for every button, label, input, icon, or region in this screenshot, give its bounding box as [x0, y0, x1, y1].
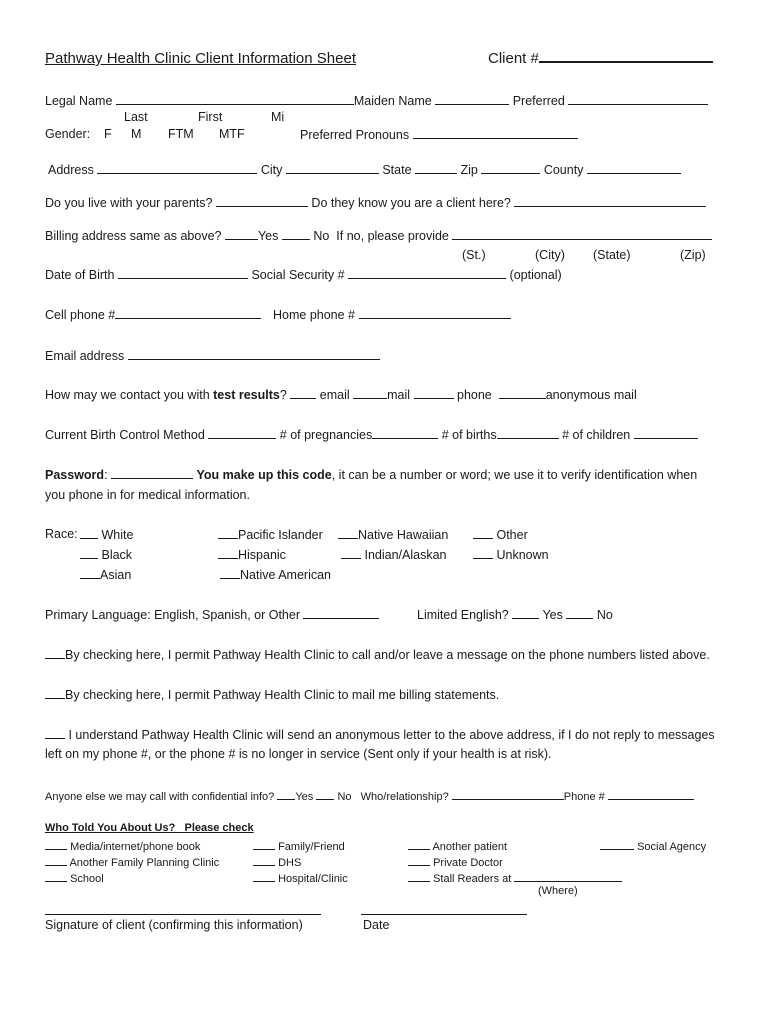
referral-private-doctor[interactable] [408, 854, 503, 869]
addr-part-state: (State) [593, 248, 631, 262]
permit-call-label: By checking here, I permit Pathway Health Clinic to call and/or leave a message on the phone numbers listed above. [65, 648, 710, 662]
referral-family-friend[interactable] [253, 838, 345, 853]
billing-same-label: Billing address same as above? [45, 229, 222, 243]
race-black[interactable] [80, 547, 132, 562]
referral-media-label: Media/internet/phone book [70, 841, 201, 853]
race-unknown[interactable] [473, 547, 549, 562]
preferred-pronouns-field[interactable] [300, 127, 578, 142]
client-number-field[interactable] [488, 50, 713, 67]
children-label: # of children [562, 428, 631, 442]
password-bold: You make up this code [196, 468, 332, 482]
referral-stall-readers[interactable] [408, 870, 622, 885]
contact-mail-label: mail [387, 388, 411, 402]
know-client-label: Do they know you are a client here? [311, 196, 511, 210]
ssn-optional-note: (optional) [509, 268, 562, 282]
password-label: Password [45, 468, 105, 482]
home-label: Home phone # [273, 308, 356, 322]
page-title: Pathway Health Clinic Client Information Sheet [45, 50, 356, 67]
date-label: Date [363, 918, 390, 932]
password-text: , it can be a number or word; we use it to verify identification when [331, 468, 698, 482]
billing-row[interactable] [45, 228, 712, 243]
password-text-2: you phone in for medical information. [45, 488, 250, 502]
contact-q-mark: ? [279, 388, 287, 402]
race-pacific-islander[interactable] [218, 527, 323, 542]
race-black-label: Black [101, 548, 133, 562]
race-other[interactable] [473, 527, 528, 542]
referral-school-label: School [70, 873, 104, 885]
legal-name-label: Legal Name [45, 94, 113, 108]
anyone-else-label: Anyone else we may call with confidential info? [45, 791, 275, 803]
referral-another-patient-label: Another patient [432, 841, 508, 853]
dob-row[interactable] [45, 267, 562, 282]
who-told-heading: Who Told You About Us? Please check [45, 822, 254, 834]
referral-hospital[interactable] [253, 870, 348, 885]
race-white[interactable] [80, 527, 133, 542]
contact-bold: test results [213, 388, 280, 402]
state-label: State [382, 163, 412, 177]
race-other-label: Other [496, 528, 528, 542]
understand-checkbox[interactable] [45, 727, 715, 742]
addr-part-city: (City) [535, 248, 565, 262]
race-hispanic[interactable] [218, 547, 286, 562]
cell-label: Cell phone # [45, 308, 116, 322]
contact-anon-label: anonymous mail [545, 388, 637, 402]
race-unknown-label: Unknown [496, 548, 549, 562]
addr-part-st: (St.) [462, 248, 486, 262]
address-row[interactable] [48, 162, 681, 177]
county-label: County [543, 163, 584, 177]
race-pacific-label: Pacific Islander [238, 528, 323, 542]
race-white-label: White [101, 528, 134, 542]
permit-call-checkbox[interactable] [45, 647, 710, 662]
email-field[interactable] [45, 348, 380, 363]
zip-label: Zip [460, 163, 478, 177]
pregnancies-label: # of pregnancies [279, 428, 373, 442]
referral-private-doctor-label: Private Doctor [433, 857, 503, 869]
ssn-label: Social Security # [251, 268, 345, 282]
understand-label: I understand Pathway Health Clinic will send an anonymous letter to the above address, if I do not reply to messages [65, 728, 715, 742]
name-part-last: Last [124, 110, 148, 124]
limited-yes-label: Yes [542, 608, 563, 622]
referral-stall-readers-label: Stall Readers at [433, 873, 512, 885]
client-number-label: Client # [488, 50, 539, 67]
contact-method-row[interactable] [45, 387, 637, 402]
race-label: Race: [45, 527, 78, 541]
gender-option-mtf[interactable]: MTF [219, 127, 245, 141]
contact-email-label: email [319, 388, 350, 402]
gender-label: Gender: [45, 127, 91, 141]
password-row[interactable]: Password: You make up this code, it can be a number or word; we use it to verify identification when [45, 468, 698, 482]
referral-dhs-label: DHS [278, 857, 302, 869]
referral-hospital-label: Hospital/Clinic [278, 873, 348, 885]
referral-family-planning[interactable] [45, 854, 219, 869]
addr-part-zip: (Zip) [680, 248, 706, 262]
race-native-hawaiian[interactable] [338, 527, 448, 542]
signature-label: Signature of client (confirming this information) [45, 918, 303, 932]
race-asian-label: Asian [100, 568, 132, 582]
home-phone-field[interactable] [273, 307, 511, 322]
dob-label: Date of Birth [45, 268, 115, 282]
anyone-phone-label: Phone # [563, 791, 605, 803]
limited-english-field[interactable] [417, 607, 613, 622]
race-hispanic-label: Hispanic [238, 548, 286, 562]
anyone-else-row[interactable] [45, 788, 694, 803]
cell-phone-field[interactable] [45, 307, 261, 322]
referral-dhs[interactable] [253, 854, 301, 869]
race-indian-alaskan-label: Indian/Alaskan [364, 548, 447, 562]
contact-phone-label: phone [457, 388, 492, 402]
understand-text-2: left on my phone #, or the phone # is no longer in service (Sent only if your health is at risk). [45, 747, 552, 761]
who-relationship-label: Who/relationship? [360, 791, 449, 803]
primary-language-label: Primary Language: English, Spanish, or Other [45, 608, 300, 622]
date-line[interactable] [361, 914, 527, 915]
referral-social-agency-label: Social Agency [637, 841, 707, 853]
contact-question: How may we contact you with [45, 388, 214, 402]
birth-control-label: Current Birth Control Method [45, 428, 205, 442]
name-part-first: First [198, 110, 223, 124]
referral-social-agency[interactable] [600, 838, 706, 853]
legal-name-row[interactable] [45, 93, 708, 108]
gender-option-f[interactable]: F [104, 127, 112, 141]
preferred-pronouns-label: Preferred Pronouns [300, 128, 410, 142]
referral-family-planning-label: Another Family Planning Clinic [69, 857, 220, 869]
signature-line[interactable] [45, 914, 321, 915]
live-parents-label: Do you live with your parents? [45, 196, 213, 210]
limited-english-label: Limited English? [417, 608, 509, 622]
maiden-name-label: Maiden Name [353, 94, 432, 108]
email-label: Email address [45, 349, 125, 363]
birth-control-row[interactable] [45, 427, 698, 442]
billing-yes-label: Yes [257, 229, 279, 243]
primary-language-field[interactable] [45, 607, 379, 622]
city-label: City [260, 163, 283, 177]
race-indian-alaskan[interactable] [341, 547, 447, 562]
name-part-mi: Mi [271, 110, 285, 124]
births-label: # of births [441, 428, 497, 442]
referral-family-friend-label: Family/Friend [278, 841, 345, 853]
race-native-american-label: Native American [240, 568, 332, 582]
permit-mail-label: By checking here, I permit Pathway Health Clinic to mail me billing statements. [65, 688, 500, 702]
where-label: (Where) [538, 885, 578, 897]
race-native-hawaiian-label: Native Hawaiian [358, 528, 449, 542]
referral-school[interactable] [45, 870, 104, 885]
referral-media[interactable] [45, 838, 200, 853]
address-label: Address [48, 163, 94, 177]
race-native-american[interactable] [220, 567, 331, 582]
permit-mail-checkbox[interactable] [45, 687, 499, 702]
gender-option-ftm[interactable]: FTM [168, 127, 194, 141]
race-asian[interactable] [80, 567, 131, 582]
limited-no-label: No [596, 608, 613, 622]
anyone-yes-label: Yes [295, 791, 314, 803]
referral-another-patient[interactable] [408, 838, 507, 853]
parents-row[interactable] [45, 195, 706, 210]
billing-no-label: No [313, 229, 330, 243]
gender-option-m[interactable]: M [131, 127, 142, 141]
anyone-no-label: No [337, 791, 352, 803]
preferred-name-label: Preferred [512, 94, 565, 108]
billing-if-no-label: If no, please provide [336, 229, 449, 243]
